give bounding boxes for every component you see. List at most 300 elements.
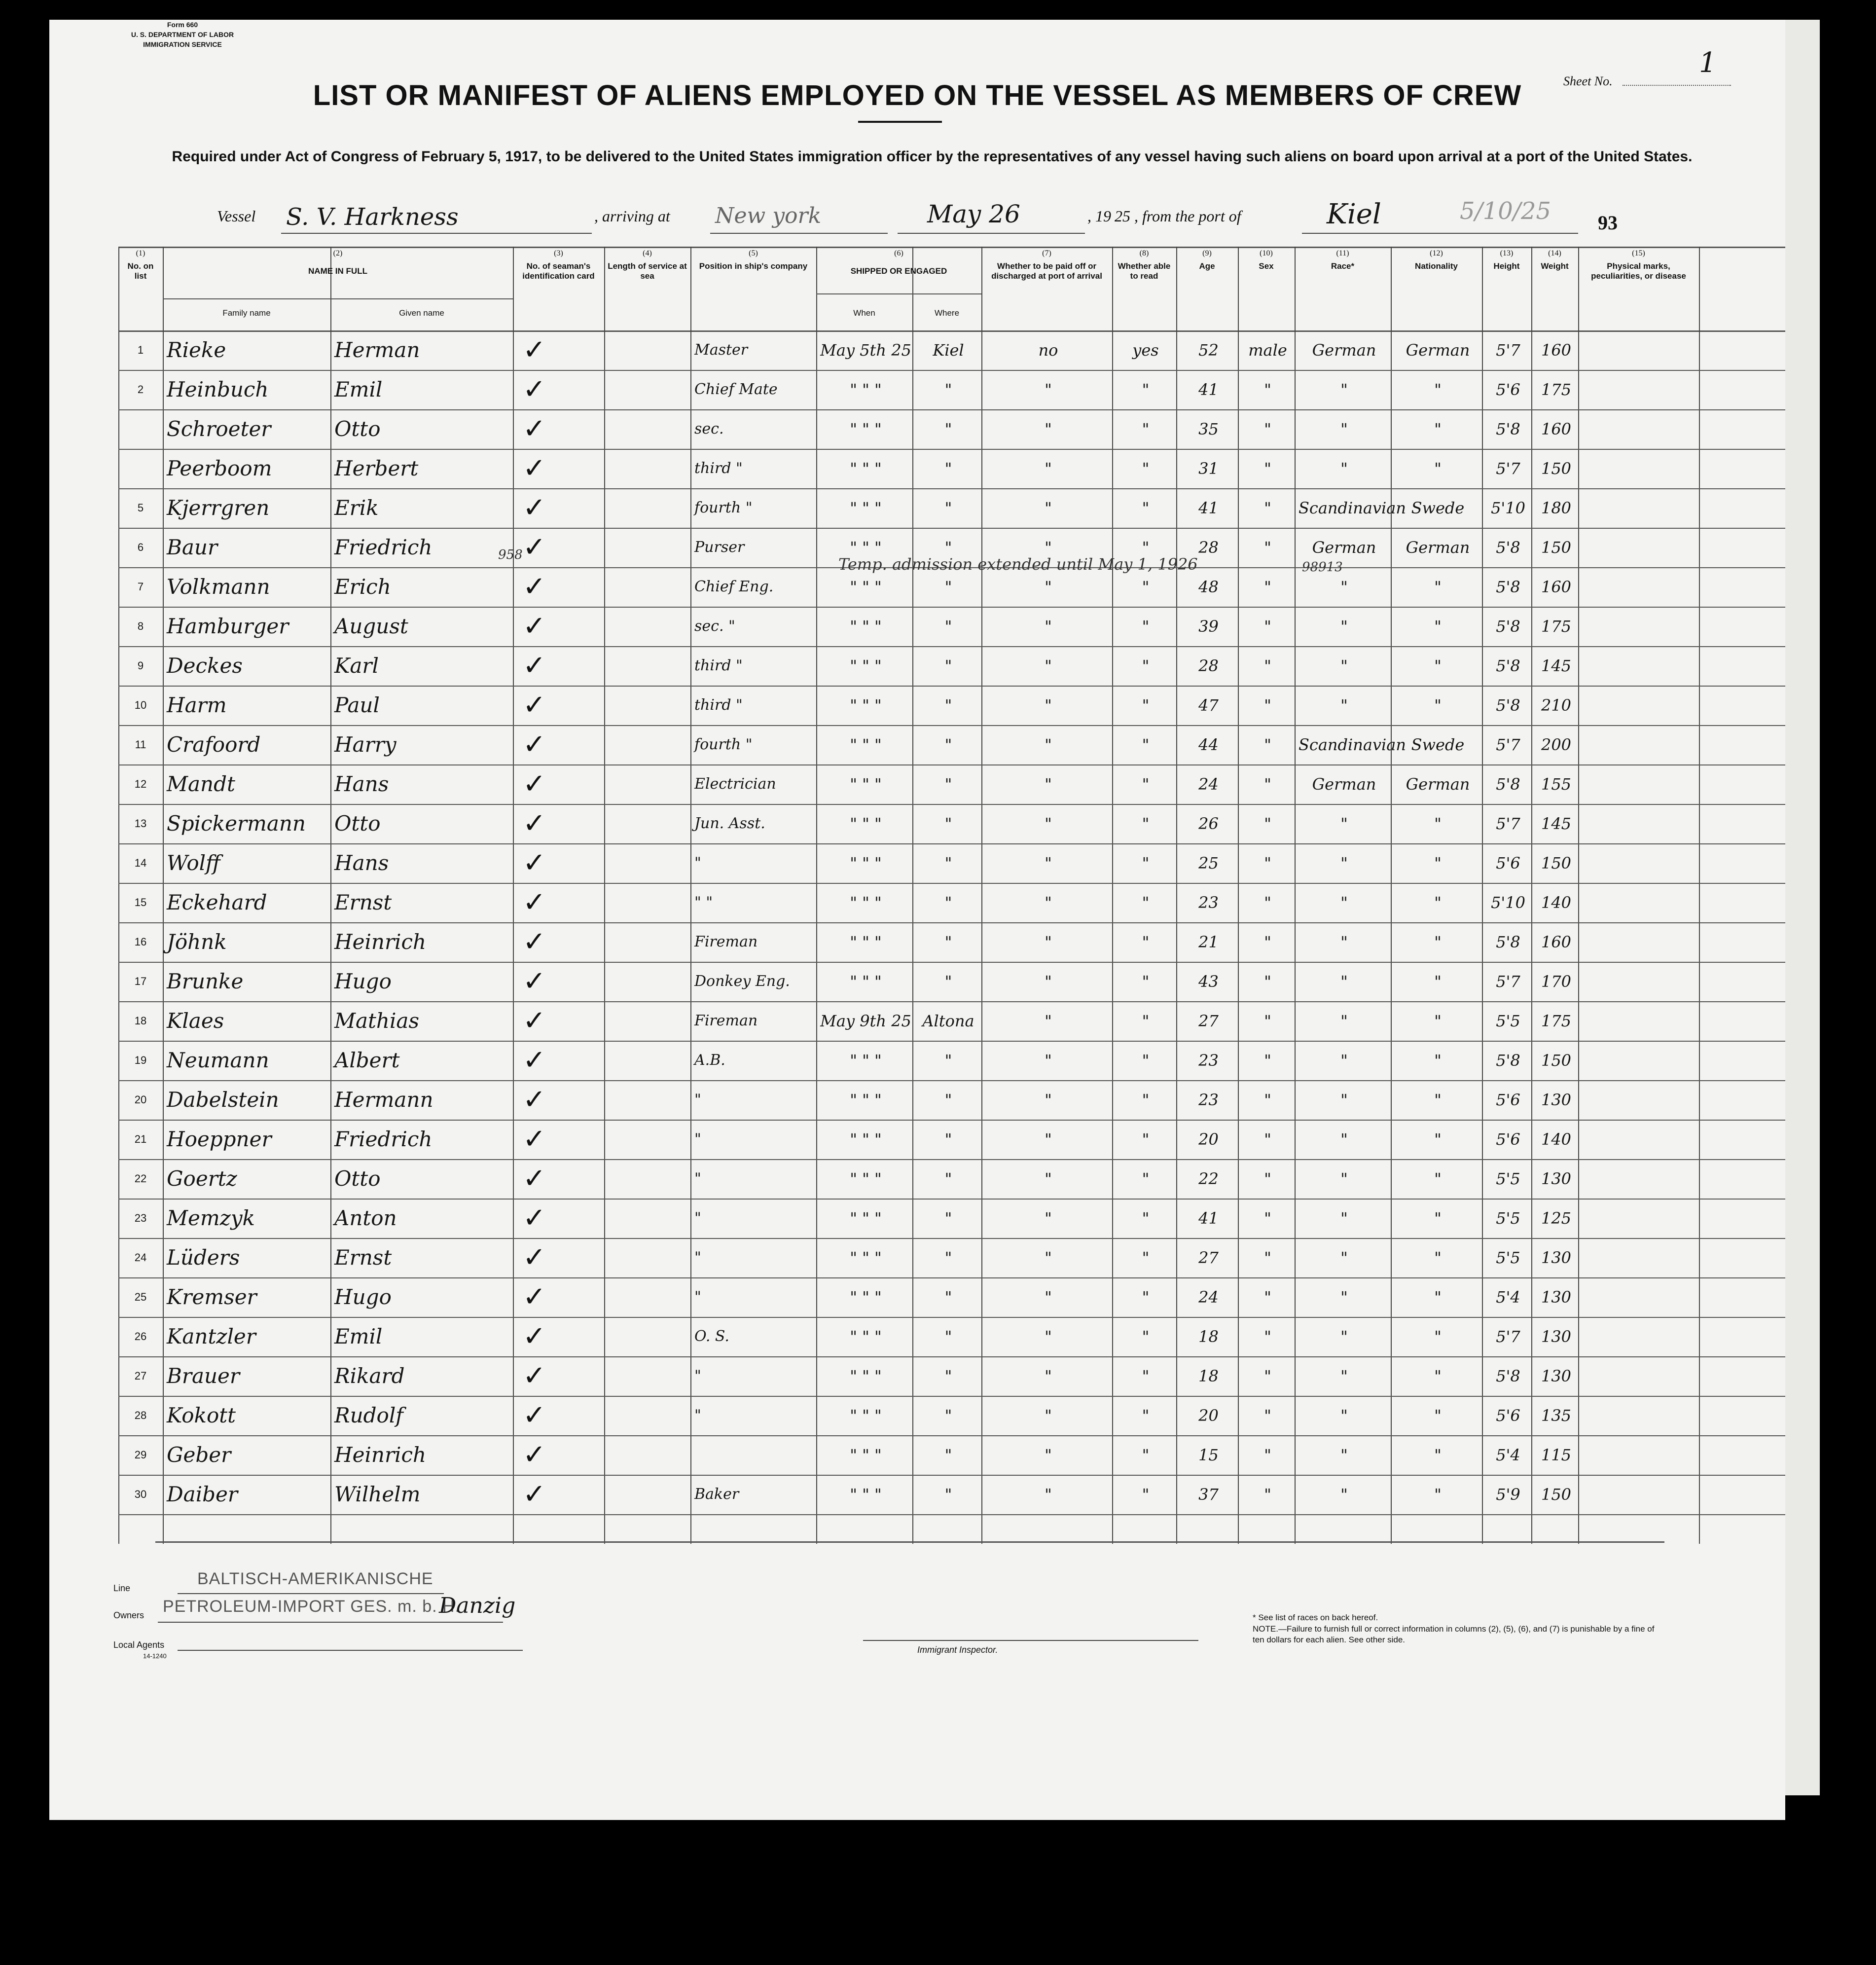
cell-no: 13 [134,817,147,830]
cell-family: Mandt [167,772,235,796]
row-rule [118,1514,1790,1515]
cell-height: 5'6 [1496,1091,1520,1109]
cell-paid-off: " [1045,1209,1052,1228]
check-mark-icon: ✓ [523,689,546,721]
cell-where: " [944,380,952,399]
cell-height: 5'5 [1496,1248,1520,1267]
cell-family: Kantzler [167,1324,256,1348]
cell-position [694,1435,815,1475]
cell-read: " [1142,1248,1150,1267]
cell-sex: " [1264,380,1271,399]
cell-weight: 150 [1541,1485,1572,1504]
cell-race: " [1340,814,1348,833]
cell-age: 18 [1198,1367,1219,1385]
cell-no: 18 [134,1015,147,1027]
cell-nationality: " [1434,933,1442,951]
cell-paid-off: " [1045,1406,1052,1425]
cell-weight: 160 [1541,933,1572,951]
cell-race: Scandinavian [1299,735,1406,754]
cell-family: Deckes [167,654,243,678]
cell-read: " [1142,972,1150,991]
cell-read: " [1142,420,1150,438]
cell-position: third " [694,657,743,674]
cell-where: " [944,1327,952,1346]
cell-given: Mathias [334,1009,419,1033]
cell-when: " " " [850,735,882,754]
cell-sex: " [1264,1051,1271,1070]
column-header: NAME IN FULL [308,266,367,276]
year-prefix: , 19 [1087,207,1111,225]
cell-paid-off: " [1045,380,1052,399]
cell-paid-off: " [1045,814,1052,833]
cell-height: 5'8 [1496,1051,1520,1070]
column-header: No. of seaman's identification card [522,261,595,281]
column-number: (11) [1336,249,1349,257]
cell-height: 5'8 [1496,538,1520,557]
cell-where: " [944,933,952,951]
cell-no: 25 [134,1291,147,1303]
cell-race: German [1312,341,1376,360]
owners-label: Owners [113,1610,144,1620]
cell-nationality: " [1434,1288,1442,1307]
cell-when: May 5th 25 [820,341,911,360]
cell-weight: 180 [1541,499,1572,517]
cell-given: Erich [334,575,391,599]
cell-position: " [694,1130,701,1148]
penalty-note: NOTE.—Failure to furnish full or correct information in columns (2), (5), (6), and (7) is punishable by a fine of ten dollars for each alien. See other side. [1253,1624,1655,1644]
cell-height: 5'8 [1496,775,1520,794]
table-row [118,686,1790,725]
owners-handwritten: Danzig [439,1593,516,1618]
table-row [118,962,1790,1001]
cell-age: 22 [1198,1169,1219,1188]
cell-nationality: " [1434,1051,1442,1070]
cell-no: 7 [137,581,144,593]
cell-where: " [944,499,952,517]
cell-family: Brauer [167,1364,240,1388]
cell-where: " [944,617,952,636]
cell-paid-off: " [1045,1012,1052,1030]
table-row [118,804,1790,843]
cell-race: " [1340,578,1348,596]
check-mark-icon: ✓ [523,373,546,405]
cell-height: 5'8 [1496,933,1520,951]
cell-no: 12 [134,778,147,790]
cell-nationality: German [1406,775,1470,794]
cell-weight: 170 [1541,972,1572,991]
check-mark-icon: ✓ [523,452,546,484]
cell-age: 27 [1198,1012,1219,1030]
cell-weight: 150 [1541,1051,1572,1070]
column-header: Sex [1259,261,1274,271]
cell-race: " [1340,1367,1348,1385]
cell-when: " " " [850,814,882,833]
cell-weight: 175 [1541,617,1572,636]
cell-age: 48 [1198,578,1219,596]
column-subheader: When [853,308,875,318]
table-row [118,843,1790,883]
cell-paid-off: " [1045,893,1052,912]
cell-no: 24 [134,1251,147,1264]
cell-height: 5'7 [1496,735,1520,754]
table-row [118,1199,1790,1238]
cell-age: 28 [1198,538,1219,557]
cell-weight: 160 [1541,420,1572,438]
cell-no: 17 [134,975,147,987]
cell-read: " [1142,380,1150,399]
cell-given: Albert [334,1048,400,1072]
cell-nationality: " [1434,1367,1442,1385]
cell-nationality: " [1434,893,1442,912]
cell-race: " [1340,656,1348,675]
cell-age: 18 [1198,1327,1219,1346]
adjacent-page-edge [1785,20,1820,1795]
cell-when: " " " [850,499,882,517]
check-mark-icon: ✓ [523,413,546,445]
cell-position: Fireman [694,933,758,950]
cell-no: 5 [137,502,144,514]
cell-read: " [1142,1012,1150,1030]
cell-nationality: " [1434,1327,1442,1346]
cell-nationality: " [1434,420,1442,438]
cell-nationality: " [1434,1446,1442,1464]
cell-paid-off: " [1045,1130,1052,1149]
cell-when: " " " [850,1130,882,1149]
check-mark-icon: ✓ [523,728,546,761]
cell-no: 22 [134,1172,147,1185]
cell-no: 29 [134,1449,147,1461]
table-row [118,370,1790,409]
cell-family: Memzyk [167,1206,255,1230]
column-number: (10) [1260,249,1273,257]
cell-sex: " [1264,499,1271,517]
cell-where: " [944,735,952,754]
cell-given: Emil [334,377,383,401]
cell-age: 20 [1198,1130,1219,1149]
cell-weight: 145 [1541,656,1572,675]
cell-where: " [944,1248,952,1267]
column-header: Whether to be paid off or discharged at port of arrival [991,261,1102,281]
cell-family: Klaes [167,1009,224,1033]
check-mark-icon: ✓ [523,847,546,879]
cell-age: 35 [1198,420,1219,438]
crew-table [118,247,1790,1544]
cell-where: " [944,1091,952,1109]
cell-read: " [1142,814,1150,833]
column-subheader: Where [934,308,960,318]
cell-read: " [1142,1209,1150,1228]
vessel-name: S. V. Harkness [286,203,459,231]
cell-family: Dabelstein [167,1088,279,1112]
cell-race: " [1340,893,1348,912]
column-header: Race* [1331,261,1355,271]
cell-nationality: " [1434,1485,1442,1504]
check-mark-icon: ✓ [523,1399,546,1431]
cell-position: fourth " [694,736,753,753]
cell-when: " " " [850,578,882,596]
line-underline [178,1593,444,1594]
cell-given: Anton [334,1206,397,1230]
column-number: (6) [894,249,903,257]
table-row [118,1277,1790,1317]
document-subtitle: Required under Act of Congress of February 5, 1917, to be delivered to the United States immigration officer by the representatives of any vessel having such aliens on board upon arrival at a port of the United States. [172,148,1693,165]
cell-where: " [944,1169,952,1188]
cell-paid-off: " [1045,775,1052,794]
cell-height: 5'6 [1496,854,1520,873]
cell-when: " " " [850,854,882,873]
cell-position: Master [694,341,748,359]
column-header: Nationality [1415,261,1458,271]
cell-height: 5'7 [1496,459,1520,478]
cell-nationality: German [1406,341,1470,360]
manifest-sheet [49,20,1785,1820]
cell-race: " [1340,854,1348,873]
departure-port: Kiel [1327,198,1381,230]
cell-sex: " [1264,696,1271,715]
cell-sex: " [1264,1446,1271,1464]
cell-sex: " [1264,814,1271,833]
cell-height: 5'8 [1496,1367,1520,1385]
cell-given: Friedrich [334,1127,433,1151]
check-mark-icon: ✓ [523,492,546,524]
table-row [118,1120,1790,1159]
cell-family: Jöhnk [167,930,227,954]
cell-read: " [1142,735,1150,754]
cell-sex: " [1264,1169,1271,1188]
cell-no: 30 [134,1488,147,1500]
cell-race: " [1340,1012,1348,1030]
cell-read: " [1142,1327,1150,1346]
cell-weight: 200 [1541,735,1572,754]
cell-height: 5'5 [1496,1012,1520,1030]
cell-position: Jun. Asst. [694,815,765,832]
cell-when: " " " [850,380,882,399]
cell-paid-off: " [1045,1169,1052,1188]
check-mark-icon: ✓ [523,1241,546,1274]
cell-weight: 175 [1541,380,1572,399]
cell-paid-off: " [1045,499,1052,517]
cell-given: Ernst [334,890,392,914]
cell-paid-off: " [1045,617,1052,636]
column-number: (4) [643,249,652,257]
column-number: (3) [554,249,563,257]
table-row [118,1356,1790,1396]
cell-height: 5'7 [1496,341,1520,360]
cell-when: " " " [850,1485,882,1504]
check-mark-icon: ✓ [523,1005,546,1037]
cell-given: Herman [334,338,420,362]
cell-weight: 130 [1541,1367,1572,1385]
cell-race: " [1340,1051,1348,1070]
cell-no: 9 [137,659,144,672]
cell-paid-off: " [1045,972,1052,991]
cell-nationality: " [1434,656,1442,675]
cell-no [118,449,163,488]
check-mark-icon: ✓ [523,1044,546,1076]
departure-date-note: 5/10/25 [1460,197,1551,225]
cell-when: " " " [850,972,882,991]
table-row [118,1396,1790,1435]
cell-when: " " " [850,1446,882,1464]
cell-given: Hugo [334,1285,392,1309]
cell-given: Heinrich [334,930,427,954]
cell-paid-off: " [1045,1248,1052,1267]
cell-when: " " " [850,1248,882,1267]
table-row [118,1475,1790,1514]
row6-race-note: 98913 [1302,560,1343,575]
cell-no: 23 [134,1212,147,1224]
cell-where: " [944,972,952,991]
cell-age: 23 [1198,1091,1219,1109]
table-row [118,607,1790,646]
cell-height: 5'6 [1496,1406,1520,1425]
cell-given: Otto [334,417,381,441]
cell-age: 31 [1198,459,1219,478]
cell-where: " [944,1209,952,1228]
cell-race: " [1340,1288,1348,1307]
cell-read: " [1142,499,1150,517]
cell-age: 44 [1198,735,1219,754]
cell-read: " [1142,1051,1150,1070]
cell-position: " [694,1249,701,1266]
cell-height: 5'7 [1496,814,1520,833]
agents-underline [178,1650,523,1651]
cell-position: " [694,1209,701,1227]
port-underline [1302,233,1578,234]
cell-given: Otto [334,811,381,836]
table-row [118,449,1790,488]
cell-when: " " " [850,420,882,438]
column-header: Whether able to read [1118,261,1171,281]
cell-sex: " [1264,1209,1271,1228]
cell-nationality: " [1434,1091,1442,1109]
page-mark: 1 [1699,47,1717,79]
cell-nationality: " [1434,814,1442,833]
cell-weight: 130 [1541,1327,1572,1346]
table-top-rule [118,247,1790,248]
cell-sex: male [1248,341,1287,360]
column-number: (7) [1042,249,1051,257]
cell-paid-off: " [1045,1288,1052,1307]
check-mark-icon: ✓ [523,1123,546,1155]
check-mark-icon: ✓ [523,334,546,366]
cell-read: " [1142,775,1150,794]
cell-position: fourth " [694,499,753,516]
cell-weight: 160 [1541,578,1572,596]
column-number: (8) [1139,249,1149,257]
cell-sex: " [1264,1012,1271,1030]
cell-sex: " [1264,617,1271,636]
arrival-date: May 26 [927,200,1020,228]
cell-sex: " [1264,1091,1271,1109]
cell-sex: " [1264,578,1271,596]
cell-when: " " " [850,1051,882,1070]
cell-sex: " [1264,420,1271,438]
cell-nationality: " [1434,617,1442,636]
cell-where: Altona [922,1012,974,1030]
cell-paid-off: " [1045,1327,1052,1346]
check-mark-icon: ✓ [523,1084,546,1116]
cell-race: " [1340,1406,1348,1425]
cell-age: 26 [1198,814,1219,833]
arriving-port: New york [715,203,822,228]
service-name: IMMIGRATION SERVICE [143,40,222,48]
cell-read: " [1142,1169,1150,1188]
column-number: (9) [1202,249,1212,257]
cell-height: 5'6 [1496,380,1520,399]
cell-family: Neumann [167,1048,269,1072]
cell-where: " [944,578,952,596]
cell-no: 8 [137,620,144,632]
cell-nationality: " [1434,380,1442,399]
cell-no: 27 [134,1370,147,1382]
cell-sex: " [1264,459,1271,478]
column-header: SHIPPED OR ENGAGED [850,266,947,276]
table-row [118,330,1790,370]
department-name: U. S. DEPARTMENT OF LABOR [131,31,234,38]
cell-given: Heinrich [334,1443,427,1467]
table-row [118,883,1790,922]
cell-race: " [1340,1169,1348,1188]
cell-no: 14 [134,857,147,869]
cell-where: " [944,420,952,438]
cell-race: " [1340,1327,1348,1346]
cell-when: " " " [850,1367,882,1385]
cell-age: 47 [1198,696,1219,715]
cell-read: " [1142,617,1150,636]
cell-given: Ernst [334,1245,392,1270]
check-mark-icon: ✓ [523,531,546,563]
cell-paid-off: " [1045,1051,1052,1070]
cell-position: Electrician [694,775,776,793]
cell-when: " " " [850,775,882,794]
cell-age: 27 [1198,1248,1219,1267]
cell-weight: 150 [1541,538,1572,557]
subheader-rule [163,298,513,299]
form-code: 14-1240 [143,1652,167,1660]
cell-position: third " [694,696,743,714]
cell-given: Karl [334,654,379,678]
cell-family: Kjerrgren [167,496,270,520]
cell-position: Chief Mate [694,381,778,398]
cell-weight: 160 [1541,341,1572,360]
cell-height: 5'8 [1496,696,1520,715]
year-value: 25 [1115,207,1130,225]
cell-when: " " " [850,1209,882,1228]
line-label: Line [113,1583,131,1593]
cell-paid-off: " [1045,1091,1052,1109]
date-underline [898,233,1085,234]
cell-nationality: Swede [1411,499,1465,517]
cell-weight: 130 [1541,1288,1572,1307]
check-mark-icon: ✓ [523,1320,546,1352]
cell-family: Daiber [167,1482,238,1506]
check-mark-icon: ✓ [523,571,546,603]
cell-where: " [944,1446,952,1464]
cell-given: Herbert [334,456,419,480]
cell-sex: " [1264,538,1271,557]
cell-where: " [944,1051,952,1070]
cell-height: 5'8 [1496,617,1520,636]
cell-age: 41 [1198,1209,1219,1228]
cell-sex: " [1264,775,1271,794]
cell-paid-off: " [1045,1367,1052,1385]
cell-no: 16 [134,936,147,948]
cell-paid-off: " [1045,933,1052,951]
cell-when: " " " [850,1406,882,1425]
cell-no: 2 [137,383,144,396]
cell-nationality: " [1434,1169,1442,1188]
